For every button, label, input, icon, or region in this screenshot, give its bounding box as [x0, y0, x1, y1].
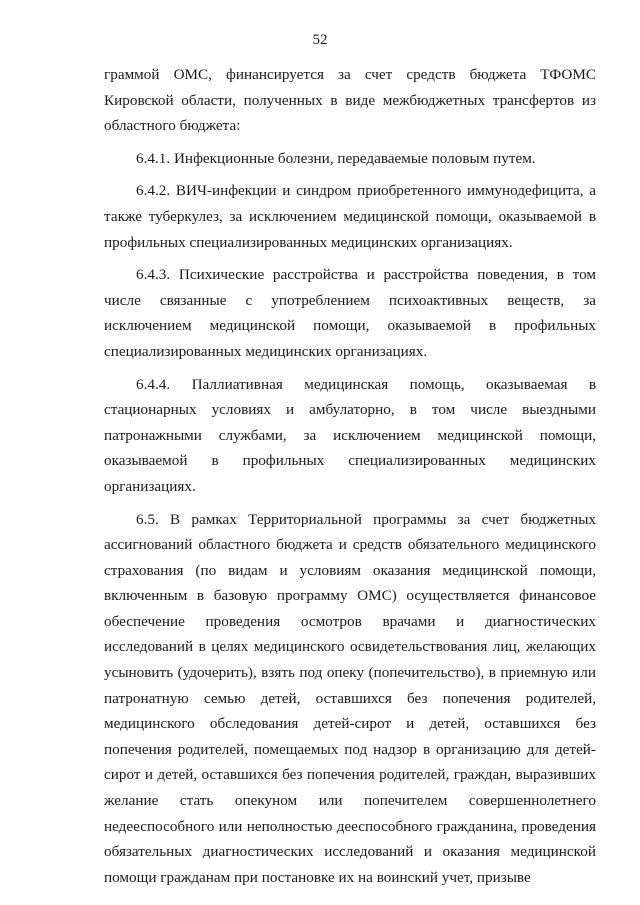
- paragraph-6-4-1: 6.4.1. Инфекционные болезни, передаваемые половым путем.: [136, 149, 536, 167]
- paragraph-6-5: 6.5. В рамках Территориальной программы за счет бюджетных ассигнований областного бюджета и средств обязательного медицинского страхования (по видам и условиям оказания медицинской помощи, включенным в базовую программу ОМС) осуществляется финансовое обеспечение проведения осмотров врачами и диагностических исследований в целях медицинского освидетельствования лиц, желающих усыновить (удочерить), взять под опеку (попечительство), в приемную или патронатную семью детей, оставшихся без попечения родителей, медицинского обследования детей-сирот и детей, оставшихся без попечения родителей, помещаемых под надзор в организацию для детей-сирот и детей, оставшихся без попечения родителей, граждан, выразивших желание стать опекуном или попечителем совершеннолетнего недееспособного или неполностью дееспособного гражданина, проведения обязательных диагностических исследований и оказания медицинской помощи гражданам при постановке их на воинский учет, призыве: [104, 510, 596, 886]
- paragraph-6-4-2: 6.4.2. ВИЧ-инфекции и синдром приобретенного иммунодефицита, а также туберкулез, за исключением медицинской помощи, оказываемой в профильных специализированных медицинских организациях.: [104, 182, 596, 251]
- page-number: 52: [312, 32, 328, 48]
- paragraph-6-4-3: 6.4.3. Психические расстройства и расстройства поведения, в том числе связанные с употреблением психоактивных веществ, за исключением медицинской помощи, оказываемой в профильных специализированных медицинских организациях.: [104, 266, 596, 360]
- paragraph-6-4-4: 6.4.4. Паллиативная медицинская помощь, оказываемая в стационарных условиях и амбулаторно, в том числе выездными патронажными службами, за исключением медицинской помощи, оказываемой в профильных специализированных медицинских организациях.: [104, 375, 596, 495]
- document-body: [104, 62, 596, 890]
- paragraph-continuation: граммой ОМС, финансируется за счет средств бюджета ТФОМС Кировской области, полученных в виде межбюджетных трансфертов из областного бюджета:: [104, 66, 596, 135]
